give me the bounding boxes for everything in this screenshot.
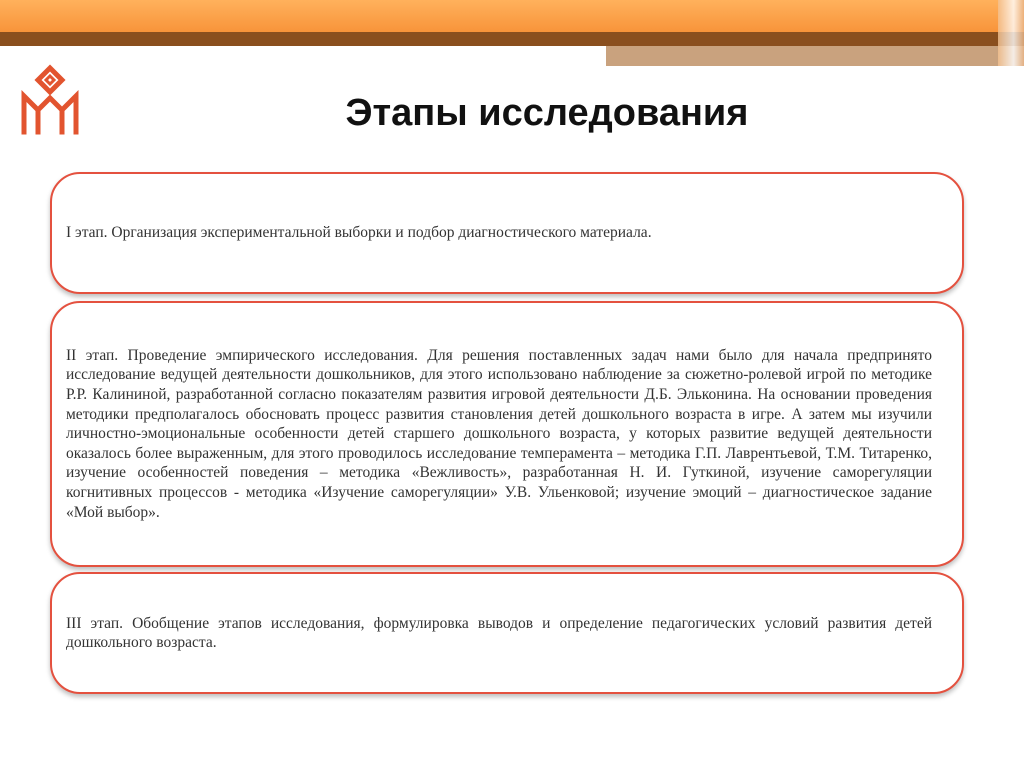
page-title: Этапы исследования [345,92,749,134]
stage-box-3 [50,572,964,694]
stage-text-1: I этап. Организация экспериментальной выборки и подбор диагностического материала. [66,224,652,242]
stage-box-1 [50,172,964,294]
stage-box-2 [50,301,964,567]
header-band-corner [998,0,1024,66]
header-band-dark [0,32,1024,46]
stage-text-2: II этап. Проведение эмпирического исследования. Для решения поставленных задач нами было для начала предпринято исследование ведущей деятельности дошкольников, для этого использовано наблюдение за сюжетно-ролевой игрой по методике Р.Р. Калининой, разработанной согласно показателям развития игровой деятельности Д.Б. Эльконина. На основании проведения методики предполагалось обосновать процесс развития становления детей дошкольного возраста в игре. А затем мы изучили личностно-эмоциональные особенности детей старшего дошкольного возраста, у которых развитие ведущей деятельности оказалось более выраженным, для этого проводилось исследование темперамента – методика Г.П. Лаврентьевой, Т.М. Титаренко, изучение особенностей поведения – методика «Вежливость», разработанная Н. И. Гуткиной, изучение саморегуляции когнитивных процессов - методика «Изучение саморегуляции» У.В. Ульенковой; изучение эмоций – диагностическое задание «Мой выбор». [66,346,932,521]
header-band-tan [606,46,1024,66]
stage-text-3: III этап. Обобщение этапов исследования, формулировка выводов и определение педагогических условий развития детей дошкольного возраста. [66,614,932,651]
header-band-orange [0,0,1024,32]
